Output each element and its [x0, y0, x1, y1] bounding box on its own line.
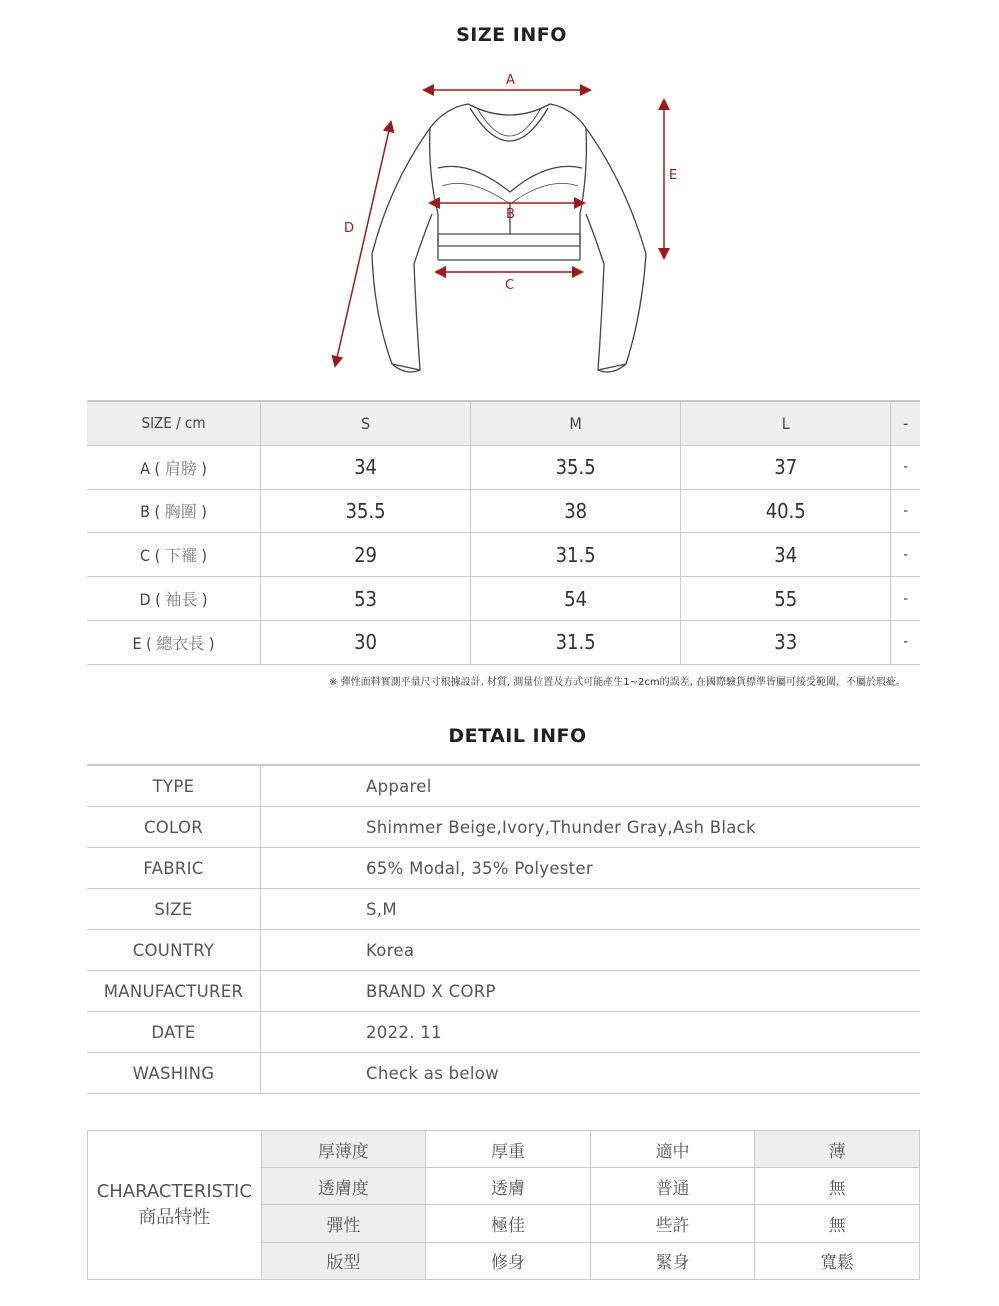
detail-value: 65% Modal, 35% Polyester	[261, 848, 921, 889]
detail-value: Check as below	[261, 1053, 921, 1094]
size-value: -	[891, 445, 920, 489]
row-name: 肩膀	[164, 458, 197, 478]
label-d: D	[344, 221, 355, 236]
char-option: 普通	[590, 1168, 755, 1205]
characteristic-label-en: CHARACTERISTIC	[96, 1180, 252, 1202]
size-value: 35.5	[261, 489, 471, 533]
size-value: 31.5	[471, 533, 681, 577]
detail-table	[87, 764, 920, 1094]
detail-value: S,M	[261, 889, 921, 930]
char-option: 極佳	[426, 1205, 591, 1242]
detail-key: TYPE	[87, 765, 261, 807]
detail-value: 2022. 11	[261, 1012, 921, 1053]
detail-row-size	[87, 889, 920, 930]
detail-value: Shimmer Beige,Ivory,Thunder Gray,Ash Black	[261, 807, 921, 848]
garment-measurement-diagram	[320, 64, 700, 384]
detail-value: BRAND X CORP	[261, 971, 921, 1012]
size-value: -	[891, 489, 920, 533]
size-table	[87, 400, 920, 665]
detail-row-fabric	[87, 848, 920, 889]
detail-row-color	[87, 807, 920, 848]
char-option-selected: 薄	[755, 1131, 920, 1168]
detail-key: SIZE	[87, 889, 261, 930]
char-option: 厚重	[426, 1131, 591, 1168]
size-value: 29	[261, 533, 471, 577]
header-size-extra: -	[891, 401, 920, 445]
size-value: 31.5	[471, 620, 681, 664]
size-info-title: SIZE INFO	[456, 24, 567, 46]
header-size-l: L	[681, 401, 891, 445]
size-value: -	[891, 577, 920, 621]
label-e: E	[669, 168, 678, 183]
size-value: -	[891, 533, 920, 577]
char-category: 版型	[261, 1242, 426, 1279]
char-option: 修身	[426, 1242, 591, 1279]
detail-key: MANUFACTURER	[87, 971, 261, 1012]
size-row-e: E ( 總衣長 ) 30 31.5 33 -	[87, 620, 920, 664]
detail-value: Korea	[261, 930, 921, 971]
char-option: 透膚	[426, 1168, 591, 1205]
size-value: 34	[681, 533, 891, 577]
size-value: -	[891, 620, 920, 664]
detail-key: DATE	[87, 1012, 261, 1053]
char-category: 厚薄度	[261, 1131, 426, 1168]
size-value: 38	[471, 489, 681, 533]
row-name: 下襬	[164, 546, 197, 566]
detail-key: WASHING	[87, 1053, 261, 1094]
label-a: A	[506, 73, 515, 88]
label-c: C	[505, 278, 515, 293]
row-code: C	[139, 546, 151, 566]
header-size-unit: SIZE / cm	[87, 401, 261, 445]
detail-info-title: DETAIL INFO	[448, 725, 587, 747]
size-value: 33	[681, 620, 891, 664]
size-row-c: C ( 下襬 ) 29 31.5 34 -	[87, 533, 920, 577]
size-value: 55	[681, 577, 891, 621]
characteristic-table	[87, 1130, 920, 1280]
detail-value: Apparel	[261, 765, 921, 807]
size-value: 35.5	[471, 445, 681, 489]
size-row-a: A ( 肩膀 ) 34 35.5 37 -	[87, 445, 920, 489]
characteristic-label-zh: 商品特性	[138, 1206, 211, 1228]
row-code: E	[132, 633, 142, 653]
characteristic-label	[88, 1131, 262, 1280]
row-code: B	[140, 502, 150, 522]
detail-row-manufacturer	[87, 971, 920, 1012]
size-value: 37	[681, 445, 891, 489]
header-size-m: M	[471, 401, 681, 445]
detail-row-date	[87, 1012, 920, 1053]
size-value: 30	[261, 620, 471, 664]
row-name: 袖長	[165, 590, 198, 610]
detail-key: FABRIC	[87, 848, 261, 889]
char-category: 彈性	[261, 1205, 426, 1242]
detail-row-country	[87, 930, 920, 971]
char-option: 無	[755, 1168, 920, 1205]
crop-top-outline	[372, 104, 646, 372]
size-value: 34	[261, 445, 471, 489]
detail-key: COLOR	[87, 807, 261, 848]
detail-row-washing	[87, 1053, 920, 1094]
label-b: B	[506, 207, 515, 222]
size-row-b: B ( 胸圍 ) 35.5 38 40.5 -	[87, 489, 920, 533]
size-value: 54	[471, 577, 681, 621]
row-name: 總衣長	[156, 633, 205, 653]
size-table-header	[87, 401, 920, 445]
row-name: 胸圍	[164, 502, 197, 522]
detail-key: COUNTRY	[87, 930, 261, 971]
char-category: 透膚度	[261, 1168, 426, 1205]
char-option: 些許	[590, 1205, 755, 1242]
row-code: A	[140, 458, 150, 478]
char-option: 無	[755, 1205, 920, 1242]
char-option: 寬鬆	[755, 1242, 920, 1279]
char-option: 緊身	[590, 1242, 755, 1279]
measurement-note: ※ 彈性面料實測平量尺寸根據設計, 材質, 測量位置及方式可能產生1~2cm的誤差, 在國際驗貨標準皆屬可接受範圍，不屬於瑕疵。	[329, 677, 906, 688]
header-size-s: S	[261, 401, 471, 445]
char-row-thickness	[88, 1131, 920, 1168]
size-value: 53	[261, 577, 471, 621]
size-row-d: D ( 袖長 ) 53 54 55 -	[87, 577, 920, 621]
row-code: D	[139, 590, 151, 610]
size-value: 40.5	[681, 489, 891, 533]
detail-row-type	[87, 765, 920, 807]
char-option: 適中	[590, 1131, 755, 1168]
arrow-d	[336, 126, 390, 362]
